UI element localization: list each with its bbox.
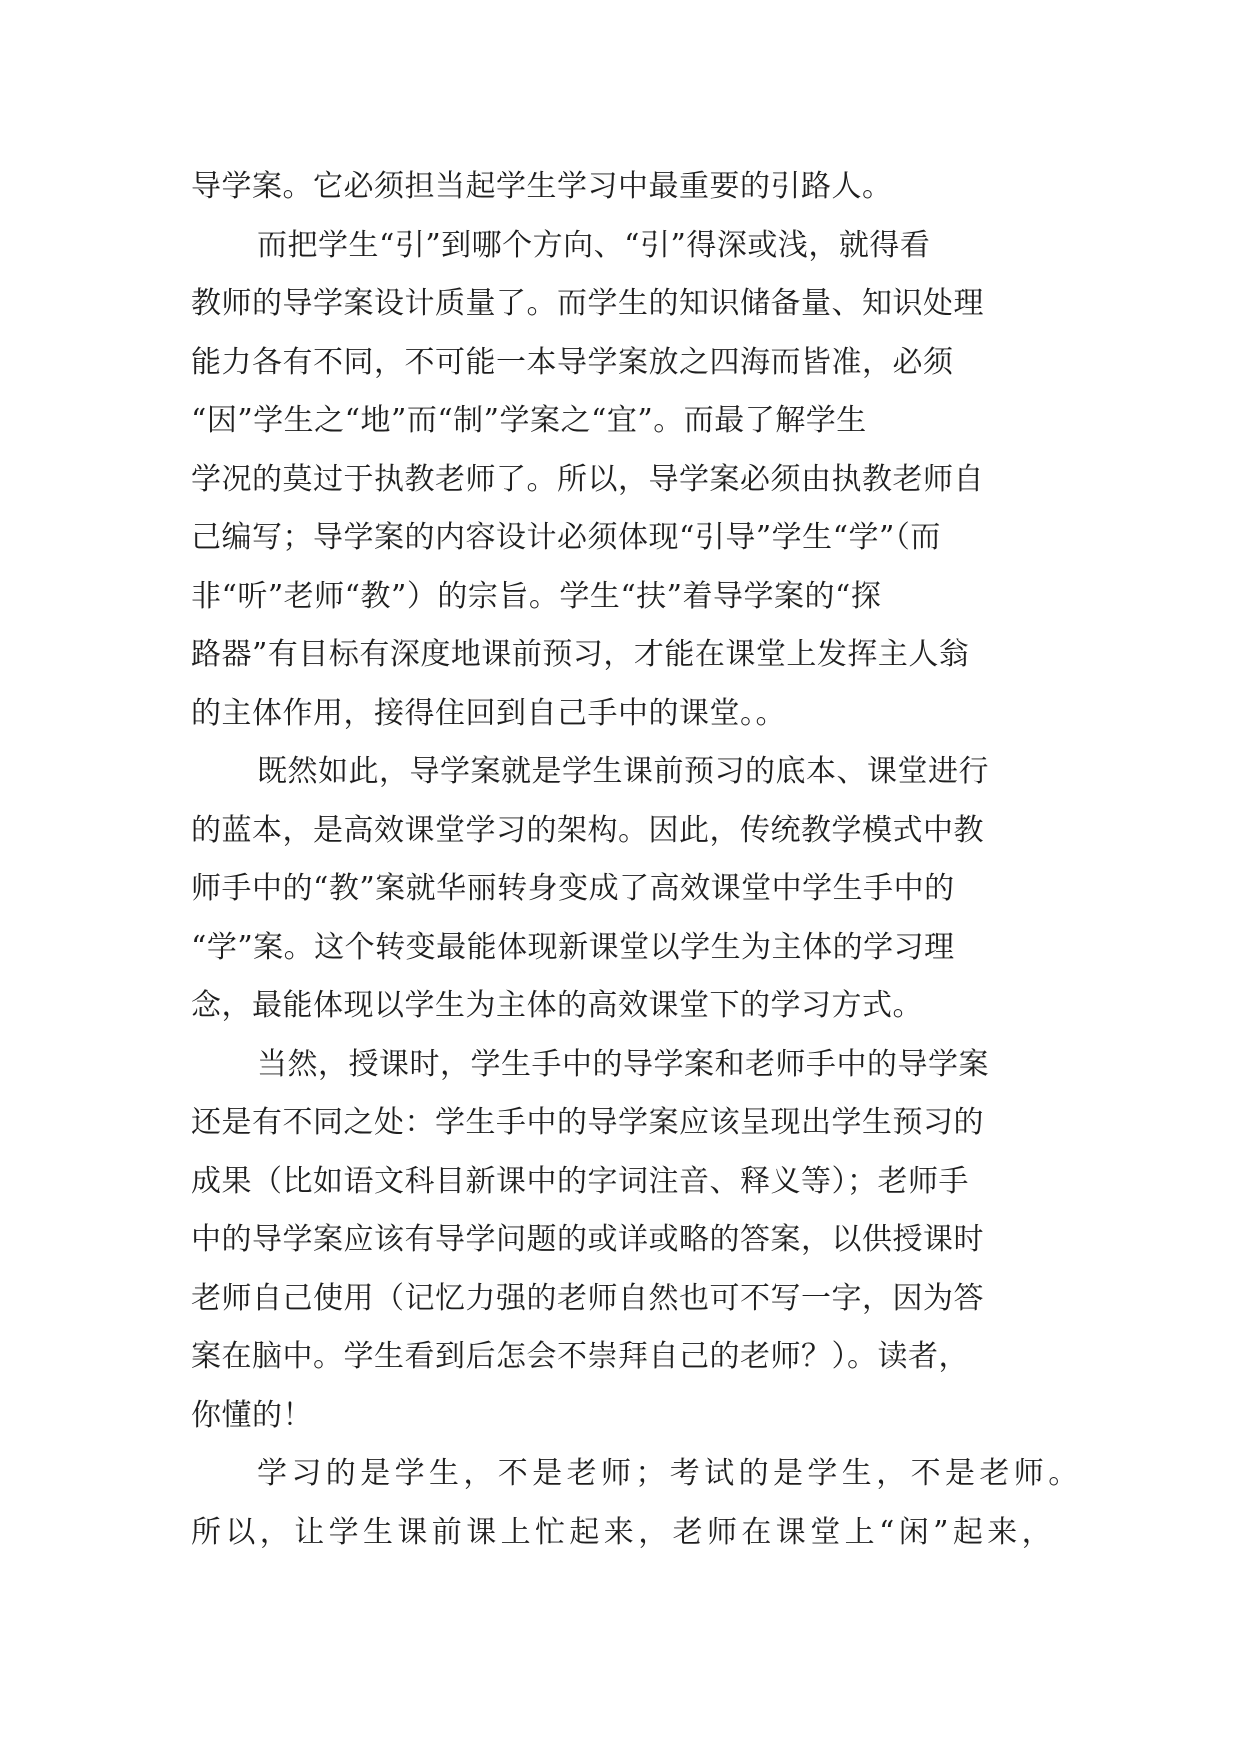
text-line: 的蓝本，是高效课堂学习的架构。因此，传统教学模式中教 [191,812,984,848]
paragraph-start-line: 学习的是学生，不是老师；考试的是学生，不是老师。 [257,1456,1083,1491]
text-line: 老师自己使用（记忆力强的老师自然也可不写一字，因为答 [191,1280,984,1316]
text-line: 路器”有目标有深度地课前预习，才能在课堂上发挥主人翁 [191,637,970,672]
text-line: 还是有不同之处：学生手中的导学案应该呈现出学生预习的 [191,1105,984,1140]
paragraph-start-line: 既然如此，导学案就是学生课前预习的底本、课堂进行 [257,754,989,789]
text-line: 非“听”老师“教”）的宗旨。学生“扶”着导学案的“探 [191,578,882,614]
body-text [191,158,1083,1562]
text-line: 己编写；导学案的内容设计必须体现“引导”学生“学”（而 [191,520,941,555]
text-line: 所以，让学生课前课上忙起来，老师在课堂上“闲”起来， [191,1514,1057,1550]
text-line: 导学案。它必须担当起学生学习中最重要的引路人。 [191,169,893,204]
text-line: 师手中的“教”案就华丽转身变成了高效课堂中学生手中的 [191,871,955,906]
text-line: 成果（比如语文科目新课中的字词注音、释义等）；老师手 [191,1163,969,1199]
text-line: 学况的莫过于执教老师了。所以，导学案必须由执教老师自 [191,461,984,497]
text-line: 念，最能体现以学生为主体的高效课堂下的学习方式。 [191,988,923,1023]
text-line: 中的导学案应该有导学问题的或详或略的答案，以供授课时 [191,1222,984,1257]
text-line: 你懂的！ [191,1397,313,1433]
text-line: “学”案。这个转变最能体现新课堂以学生为主体的学习理 [191,929,955,965]
paragraph-start-line: 而把学生“引”到哪个方向、“引”得深或浅，就得看 [257,227,931,263]
text-line: “因”学生之“地”而“制”学案之“宜”。而最了解学生 [191,403,867,438]
text-line: 的主体作用，接得住回到自己手中的课堂。。 [191,695,786,731]
text-line: 能力各有不同，不可能一本导学案放之四海而皆准，必须 [191,344,954,380]
text-line: 案在脑中。学生看到后怎会不崇拜自己的老师？）。读者， [191,1339,969,1374]
text-line: 教师的导学案设计质量了。而学生的知识储备量、知识处理 [191,286,984,321]
paragraph-start-line: 当然，授课时，学生手中的导学案和老师手中的导学案 [257,1046,989,1082]
